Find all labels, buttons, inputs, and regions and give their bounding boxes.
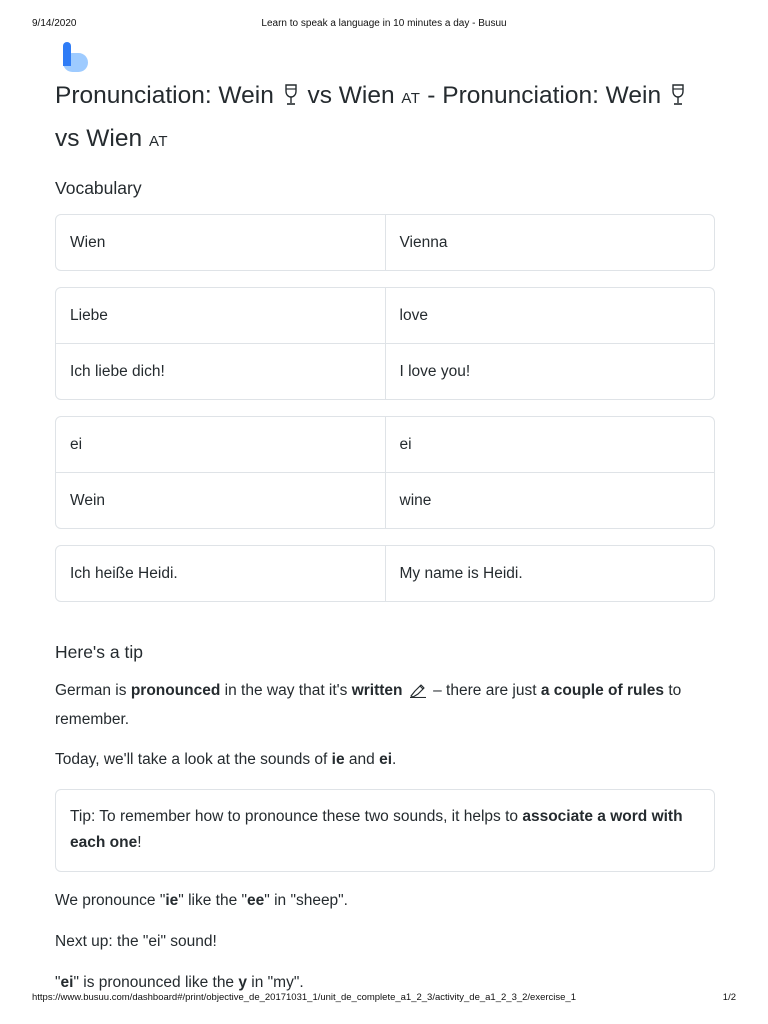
page-title: Pronunciation: Wein vs Wien AT - Pronunciation: Wein vs Wien AT	[55, 76, 715, 162]
vocab-english: My name is Heidi.	[399, 565, 523, 582]
print-url: https://www.busuu.com/dashboard#/print/objective_de_20171031_1/unit_de_complete_a1_2_3/activity_de_a1_2_3_2/exercise_1	[32, 992, 577, 1003]
vocab-german: Ich liebe dich!	[56, 344, 386, 399]
vocab-group	[55, 545, 715, 602]
vocab-english: I love you!	[399, 363, 471, 380]
tip-paragraph: "ei" is pronounced like the y in "my".	[55, 974, 304, 991]
print-header	[0, 18, 768, 32]
writing-hand-icon	[409, 681, 427, 707]
vocab-english: wine	[399, 492, 432, 509]
vocab-row	[56, 343, 714, 399]
tip-box-text: Tip: To remember how to pronounce these two sounds, it helps to associate a word with each one!	[70, 808, 683, 851]
tip-box	[55, 789, 715, 872]
wine-glass-icon	[283, 79, 299, 119]
vocab-german: Liebe	[56, 288, 386, 343]
vocab-german: ei	[56, 417, 386, 472]
vocab-row	[56, 546, 714, 601]
vocab-group	[55, 214, 715, 271]
tip-paragraph: We pronounce "ie" like the "ee" in "sheep".	[55, 892, 348, 909]
print-title: Learn to speak a language in 10 minutes a day - Busuu	[261, 18, 507, 29]
country-code: AT	[401, 90, 421, 107]
page-number: 1/2	[722, 992, 736, 1003]
print-date: 9/14/2020	[32, 18, 77, 29]
vocab-group	[55, 416, 715, 529]
vocab-row	[56, 288, 714, 343]
busuu-logo	[60, 40, 90, 74]
vocab-english: Vienna	[399, 234, 448, 251]
vocab-english: ei	[399, 436, 412, 453]
vocab-german: Ich heiße Heidi.	[56, 546, 386, 601]
vocab-german: Wien	[56, 215, 386, 270]
tip-paragraph: Next up: the "ei" sound!	[55, 933, 217, 950]
tip-paragraph: Today, we'll take a look at the sounds of ie and ei.	[55, 751, 397, 768]
vocab-english: love	[399, 307, 428, 324]
vocabulary-heading: Vocabulary	[55, 178, 142, 198]
tip-paragraph: German is pronounced in the way that it's written – there are just a couple of rules to remember.	[55, 682, 682, 728]
vocab-row	[56, 215, 714, 270]
vocab-row	[56, 417, 714, 472]
vocabulary-list	[55, 214, 715, 602]
wine-glass-icon	[670, 79, 686, 119]
tip-heading: Here's a tip	[55, 642, 143, 662]
vocab-group	[55, 287, 715, 400]
lesson-content	[55, 76, 715, 996]
country-code: AT	[148, 133, 169, 150]
vocab-row	[56, 472, 714, 528]
vocab-german: Wein	[56, 473, 386, 528]
